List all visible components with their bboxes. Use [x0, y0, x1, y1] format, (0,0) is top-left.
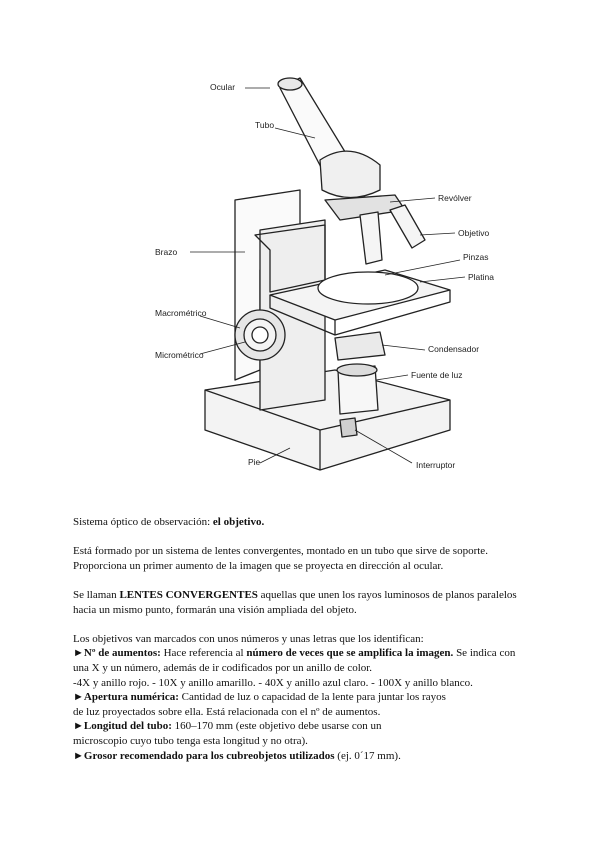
body-text — [73, 515, 533, 763]
label-platina: Platina — [468, 272, 494, 282]
bullet-longitud: ►Longitud del tubo: 160–170 mm (este objetivo debe usarse con un — [73, 720, 382, 733]
label-fuente-de-luz: Fuente de luz — [411, 370, 463, 380]
bullet-aumentos-line-2: una X y un número, además de ir codificados por un anillo de color. — [73, 661, 373, 674]
bullet-apertura-line-2: de luz proyectados sobre ella. Está relacionada con el nº de aumentos. — [73, 705, 381, 718]
label-interruptor: Interruptor — [416, 460, 456, 470]
bullet-grosor: ►Grosor recomendado para los cubreobjetos utilizados (ej. 0´17 mm). — [73, 749, 401, 762]
label-condensador: Condensador — [428, 344, 480, 354]
bullet-longitud-line-2: microscopio cuyo tubo tenga esta longitud y no otra). — [73, 734, 308, 747]
paragraph-2: Se llaman LENTES CONVERGENTES aquellas que unen los rayos luminosos de planos paralelos — [73, 588, 517, 601]
paragraph-1: Está formado por un sistema de lentes convergentes, montado en un tubo que sirve de soporte. — [73, 545, 488, 558]
label-pinzas: Pinzas — [463, 252, 489, 262]
label-ocular: Ocular — [210, 82, 236, 92]
section-heading: Sistema óptico de observación: el objetivo. — [73, 516, 265, 528]
label-revolver: Revólver — [438, 193, 472, 203]
label-micrometrico: Micrométrico — [155, 350, 204, 360]
label-tubo: Tubo — [255, 120, 275, 130]
paragraph-1-line-2: Proporciona un primer aumento de la imagen que se proyecta en dirección al ocular. — [73, 559, 444, 572]
paragraph-2-line-2: hacia un mismo punto, formarán una visión ampliada del objeto. — [73, 603, 357, 616]
bullet-apertura: ►Apertura numérica: Cantidad de luz o capacidad de la lente para juntar los rayos — [73, 691, 446, 704]
label-brazo: Brazo — [155, 247, 178, 257]
microscope-diagram — [150, 70, 510, 500]
paragraph-3: Los objetivos van marcados con unos números y unas letras que los identifican: — [73, 632, 424, 645]
label-macrometrico: Macrométrico — [155, 308, 207, 318]
bullet-aumentos: ►Nº de aumentos: Hace referencia al número de veces que se amplifica la imagen. Se indica con — [73, 647, 516, 660]
label-objetivo: Objetivo — [458, 228, 490, 238]
label-pie: Pie — [248, 457, 261, 467]
bullet-aumentos-line-3: -4X y anillo rojo. - 10X y anillo amarillo. - 40X y anillo azul claro. - 100X y anillo blanco. — [73, 676, 473, 689]
